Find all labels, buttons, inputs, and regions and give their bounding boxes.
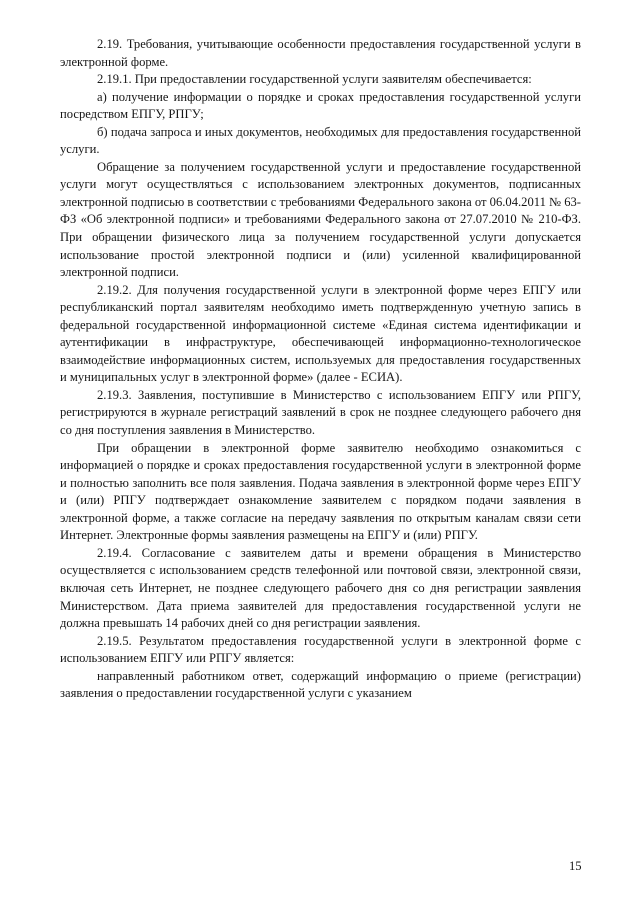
- document-body: [60, 36, 581, 703]
- paragraph-2-19-1: 2.19.1. При предоставлении государственной услуги заявителям обеспечивается:: [97, 72, 532, 87]
- paragraph-result-response: направленный работником ответ, содержащий информацию о приеме (регистрации) заявления о предоставлении государственной услуги с указанием: [60, 668, 581, 701]
- paragraph-item-b: б) подача запроса и иных документов, необходимых для предоставления государственной услуги.: [60, 124, 581, 157]
- paragraph-2-19-2: 2.19.2. Для получения государственной услуги в электронной форме через ЕПГУ или республиканский портал заявителям необходимо иметь подтвержденную учетную запись в федеральной государственной информационной системе «Единая система идентификации и аутентификации в инфраструктуре, обеспечивающей информационно-технологическое взаимодействие информационных систем, используемых для предоставления государственных и муниципальных услуг в электронной форме» (далее - ЕСИА).: [60, 282, 581, 385]
- paragraph-electronic-application: При обращении в электронной форме заявителю необходимо ознакомиться с информацией о порядке и сроках предоставления государственной услуги в электронной форме и полностью заполнить все поля заявления. Подача заявления в электронной форме через ЕПГУ и (или) РПГУ подтверждает ознакомление заявителем с порядком подачи заявления в электронной форме, а также согласие на передачу заявления по открытым каналам связи сети Интернет. Электронные формы заявления размещены на ЕПГУ и (или) РПГУ.: [60, 440, 581, 543]
- paragraph-item-a: а) получение информации о порядке и сроках предоставления государственной услуги посредством ЕПГУ, РПГУ;: [60, 89, 581, 122]
- paragraph-2-19-3: 2.19.3. Заявления, поступившие в Министерство с использованием ЕПГУ или РПГУ, регистрируются в журнале регистраций заявлений в срок не позднее следующего рабочего дня со дня поступления заявления в Министерство.: [60, 387, 581, 438]
- paragraph-electronic-signature: Обращение за получением государственной услуги и предоставление государственной услуги могут осуществляться с использованием электронных документов, подписанных электронной подписью в соответствии с требованиями Федерального закона от 06.04.2011 № 63-ФЗ «Об электронной подписи» и требованиями Федерального закона от 27.07.2010 № 210-ФЗ. При обращении физического лица за получением государственной услуги допускается использование простой электронной подписи и (или) усиленной квалифицированной электронной подписи.: [60, 159, 581, 280]
- paragraph-2-19-5: 2.19.5. Результатом предоставления государственной услуги в электронной форме с использованием ЕПГУ или РПГУ является:: [60, 633, 581, 666]
- paragraph-2-19: 2.19. Требования, учитывающие особенности предоставления государственной услуги в электронной форме.: [60, 37, 581, 69]
- page-number: 15: [569, 859, 582, 873]
- paragraph-2-19-4: 2.19.4. Согласование с заявителем даты и времени обращения в Министерство осуществляется с использованием средств телефонной или почтовой связи, электронной связи, включая сеть Интернет, не позднее следующего рабочего дня со дня регистрации заявления Министерством. Дата приема заявителей для предоставления государственной услуги не должна превышать 14 рабочих дней со дня регистрации заявления.: [60, 545, 581, 631]
